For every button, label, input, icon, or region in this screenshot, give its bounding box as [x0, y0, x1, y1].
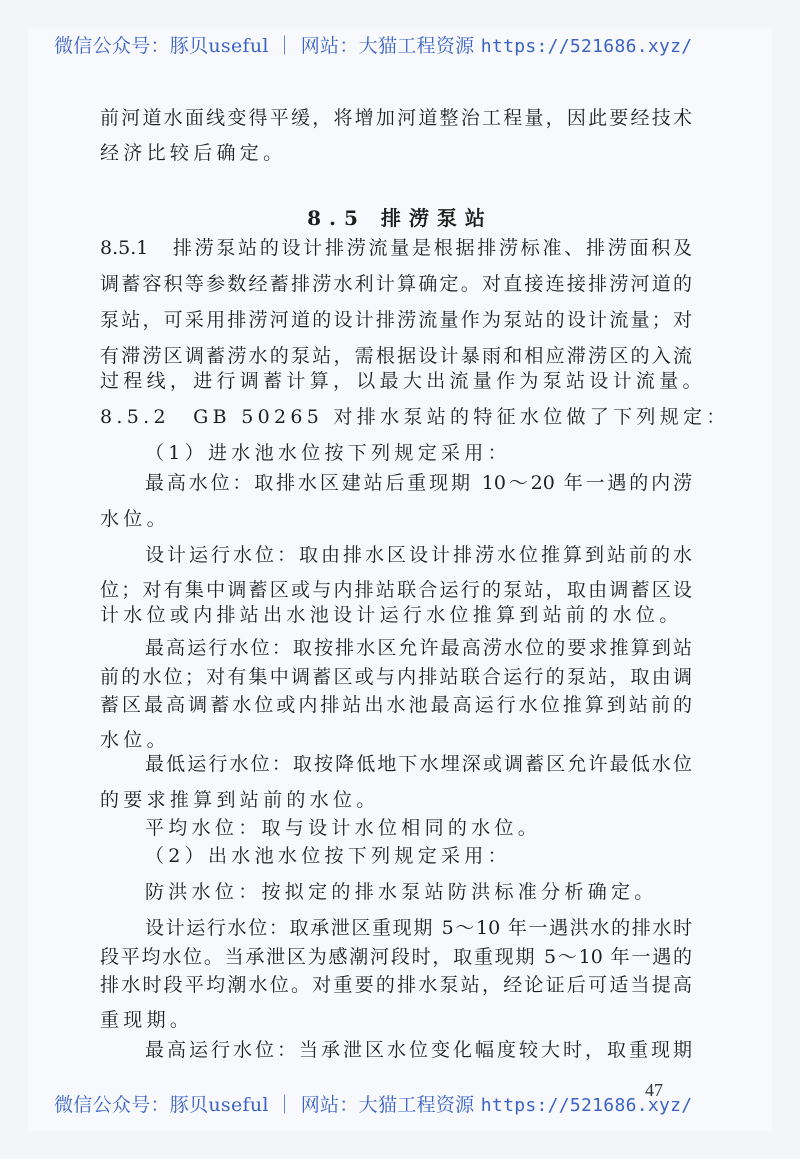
text-line: 有滞涝区调蓄涝水的泵站，需根据设计暴雨和相应滞涝区的入流: [100, 345, 692, 367]
text-line: 水位。: [100, 508, 170, 530]
text-line: 设计运行水位：取承泄区重现期 5～10 年一遇洪水的排水时: [145, 917, 692, 939]
text-line: （2）出水池水位按下列规定采用：: [145, 845, 511, 867]
section-heading: 8.5 排涝泵站: [307, 206, 493, 230]
text-line: 经济比较后确定。: [100, 142, 287, 164]
text-line: 最高水位：取排水区建站后重现期 10～20 年一遇的内涝: [145, 472, 692, 494]
text-line: 蓄区最高调蓄水位或内排站出水池最高运行水位推算到站前的: [100, 694, 692, 716]
text-line: 防洪水位：按拟定的排水泵站防洪标准分析确定。: [145, 881, 658, 903]
text-line: 重现期。: [100, 1009, 194, 1031]
text-line: 最高运行水位：当承泄区水位变化幅度较大时，取重现期: [145, 1039, 692, 1061]
text-line: 8.5.2 GB 50265 对排水泵站的特征水位做了下列规定：: [100, 406, 730, 428]
text-line: 水位。: [100, 729, 170, 751]
text-line: 8.5.1 排涝泵站的设计排涝流量是根据排涝标准、排涝面积及: [100, 237, 692, 259]
watermark-url[interactable]: https://521686.xyz/: [480, 1095, 693, 1116]
text-line: 泵站，可采用排涝河道的设计排涝流量作为泵站的设计流量；对: [100, 309, 692, 331]
text-line: 过程线，进行调蓄计算，以最大出流量作为泵站设计流量。: [100, 370, 706, 392]
watermark-url[interactable]: https://521686.xyz/: [480, 36, 693, 57]
text-line: 最低运行水位：取按降低地下水埋深或调蓄区允许最低水位: [145, 753, 692, 775]
text-line: 前河道水面线变得平缓，将增加河道整治工程量，因此要经技术: [100, 107, 692, 129]
text-line: 设计运行水位：取由排水区设计排涝水位推算到站前的水: [145, 544, 692, 566]
page-number: 47: [645, 1080, 663, 1100]
text-line: 计水位或内排站出水池设计运行水位推算到站前的水位。: [100, 604, 683, 626]
text-line: 平均水位：取与设计水位相同的水位。: [145, 817, 542, 839]
watermark-text: 微信公众号：豚贝useful ｜ 网站：大猫工程资源: [54, 35, 481, 57]
text-line: 排水时段平均潮水位。对重要的排水泵站，经论证后可适当提高: [100, 974, 692, 996]
text-line: 的要求推算到站前的水位。: [100, 789, 380, 811]
text-line: 段平均水位。当承泄区为感潮河段时，取重现期 5～10 年一遇的: [100, 946, 692, 968]
watermark-top: [54, 31, 754, 58]
text-line: 调蓄容积等参数经蓄排涝水利计算确定。对直接连接排涝河道的: [100, 273, 692, 295]
text-line: 位；对有集中调蓄区或与内排站联合运行的泵站，取由调蓄区设: [100, 579, 692, 601]
text-line: 最高运行水位：取按排水区允许最高涝水位的要求推算到站: [145, 637, 692, 659]
text-line: （1）进水池水位按下列规定采用：: [145, 442, 511, 464]
watermark-text: 微信公众号：豚贝useful ｜ 网站：大猫工程资源: [54, 1094, 481, 1116]
text-line: 前的水位；对有集中调蓄区或与内排站联合运行的泵站，取由调: [100, 666, 692, 688]
watermark-bottom: [54, 1090, 754, 1117]
